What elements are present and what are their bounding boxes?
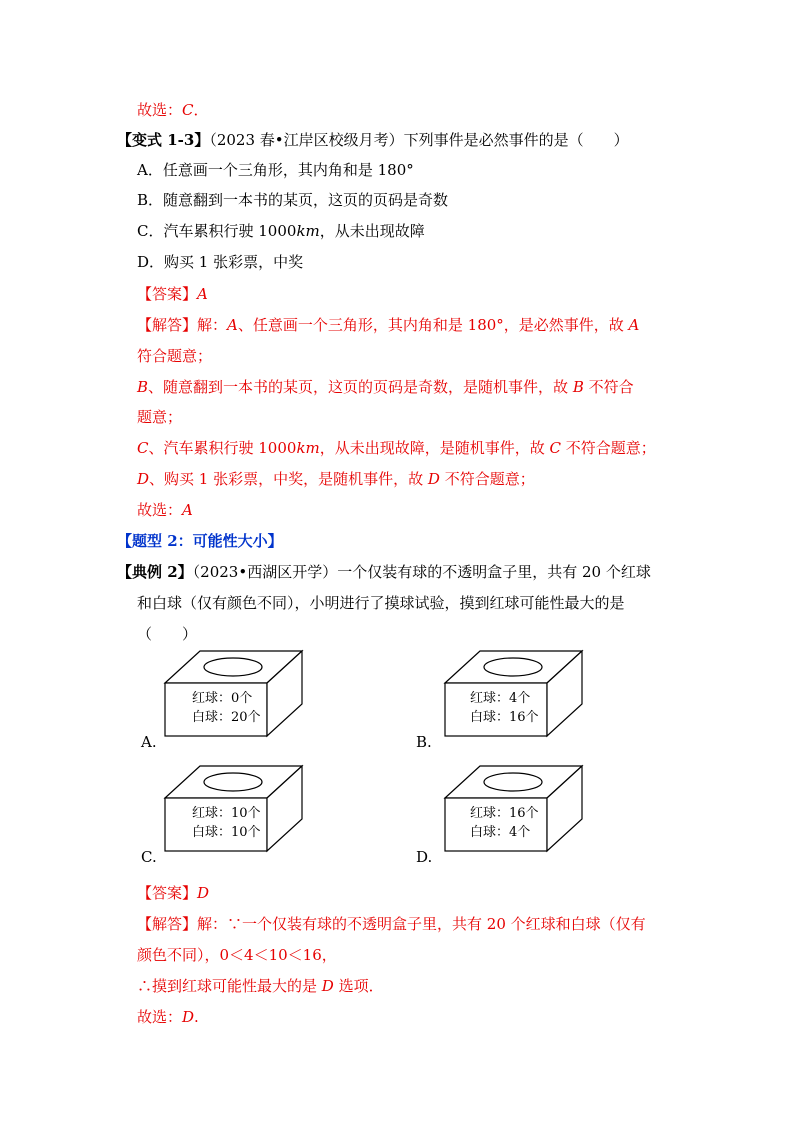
example-solution-line-3 (137, 976, 384, 996)
final-letter: A (182, 501, 193, 519)
solution-letter: A (628, 316, 640, 334)
answer-value: A (197, 285, 208, 303)
option-letter: A. (141, 733, 157, 751)
variant-answer (137, 284, 208, 304)
variant-solution-line-5 (137, 438, 656, 458)
option-letter: C． (137, 222, 164, 240)
box-white-count: 白球：10个 (192, 825, 261, 840)
prev-final-answer (137, 100, 209, 120)
option-letter: D. (416, 848, 433, 866)
variant-option-d (137, 252, 303, 272)
variant-final-answer (137, 500, 193, 520)
solution-text: 题意； (137, 408, 183, 426)
variant-option-a (137, 160, 414, 180)
example-question-line-2: 和白球（仅有颜色不同），小明进行了摸球试验，摸到红球可能性最大的是 (137, 594, 625, 612)
final-letter: D (182, 1008, 195, 1026)
solution-label: 【解答】 (137, 915, 198, 933)
variant-solution-line-1 (137, 315, 639, 335)
option-text: 随意翻到一本书的某页，这页的页码是奇数 (163, 191, 449, 209)
answer-label: 【答案】 (137, 884, 198, 902)
solution-letter: C (549, 439, 562, 457)
solution-letter: C (137, 439, 149, 457)
solution-text: ，从未出现故障，是随机事件，故 (319, 439, 550, 457)
section-title: 【题型 2：可能性大小】 (117, 532, 283, 550)
variant-tag: 【变式 1-3】 (117, 131, 210, 149)
solution-text: 、购买 1 张彩票，中奖，是随机事件，故 (149, 470, 428, 488)
solution-label: 【解答】 (137, 316, 198, 334)
solution-text: 解：∵一个仅装有球的不透明盒子里，共有 20 个红球和白球（仅有 (197, 915, 646, 933)
example-question-line-3: （ ） (137, 625, 198, 643)
option-letter: D． (137, 253, 165, 271)
solution-text: 选项． (333, 977, 384, 995)
final-prefix: 故选： (137, 501, 183, 519)
variant-option-b (137, 190, 448, 210)
solution-text: 不符合题意； (439, 470, 535, 488)
solution-text: 不符合 (583, 378, 634, 396)
solution-pre: 解： (197, 316, 228, 334)
box-white-count: 白球：16个 (470, 710, 539, 725)
solution-letter: D (137, 470, 150, 488)
final-prefix: 故选： (137, 1008, 183, 1026)
option-text: 汽车累积行驶 1000 (163, 222, 297, 240)
solution-text: 符合题意； (137, 347, 213, 365)
solution-letter: B (572, 378, 584, 396)
solution-letter: D (427, 470, 440, 488)
option-letter: C. (141, 848, 157, 866)
solution-text: 、汽车累积行驶 1000 (148, 439, 297, 457)
box-red-count: 红球：10个 (192, 806, 261, 821)
box-red-count: 红球：4个 (470, 691, 531, 706)
variant-solution-line-3 (137, 377, 634, 397)
solution-text: 、任意画一个三角形，其内角和是 180°，是必然事件，故 (237, 316, 629, 334)
answer-label: 【答案】 (137, 285, 198, 303)
option-text: 任意画一个三角形，其内角和是 180° (162, 161, 414, 179)
solution-letter: D (321, 977, 334, 995)
example-solution-line-1 (137, 914, 646, 934)
example-question-text: 一个仅装有球的不透明盒子里，共有 20 个红球 (337, 563, 651, 581)
option-letter: A． (137, 161, 163, 179)
example-answer (137, 883, 209, 903)
example-source: （2023•西湖区开学） (192, 563, 338, 581)
option-text: 购买 1 张彩票，中奖 (164, 253, 304, 271)
option-letter: B． (137, 191, 164, 209)
solution-text: 、随意翻到一本书的某页，这页的页码是奇数，是随机事件，故 (148, 378, 573, 396)
box-red-count: 红球：0个 (192, 691, 253, 706)
example-solution-line-2: 颜色不同），0＜4＜10＜16， (137, 946, 337, 964)
box-red-count: 红球：16个 (470, 806, 539, 821)
option-unit: km (296, 222, 320, 240)
variant-solution-line-4 (137, 407, 182, 427)
prev-final-letter: C (182, 101, 194, 119)
solution-unit: km (296, 439, 320, 457)
option-letter: B. (416, 733, 432, 751)
variant-option-c (137, 221, 425, 241)
example-final-answer (137, 1007, 199, 1027)
final-suffix: . (194, 1008, 199, 1026)
solution-text: ∴摸到红球可能性最大的是 (137, 977, 322, 995)
prev-final-suffix: ． (193, 101, 209, 119)
variant-source: （2023 春•江岸区校级月考） (209, 131, 404, 149)
solution-text: 不符合题意； (561, 439, 656, 457)
option-text-after: ，从未出现故障 (319, 222, 425, 240)
prev-final-prefix: 故选： (137, 101, 183, 119)
variant-question-text: 下列事件是必然事件的是（ ） (403, 131, 629, 149)
solution-letter: B (137, 378, 149, 396)
box-white-count: 白球：4个 (470, 825, 531, 840)
example-question-line-1 (117, 562, 651, 582)
variant-solution-line-6 (137, 469, 535, 489)
solution-letter: A (227, 316, 238, 334)
variant-question (117, 130, 629, 150)
box-white-count: 白球：20个 (192, 710, 261, 725)
example-tag: 【典例 2】 (117, 563, 193, 581)
answer-value: D (197, 884, 210, 902)
variant-solution-line-2 (137, 346, 212, 366)
